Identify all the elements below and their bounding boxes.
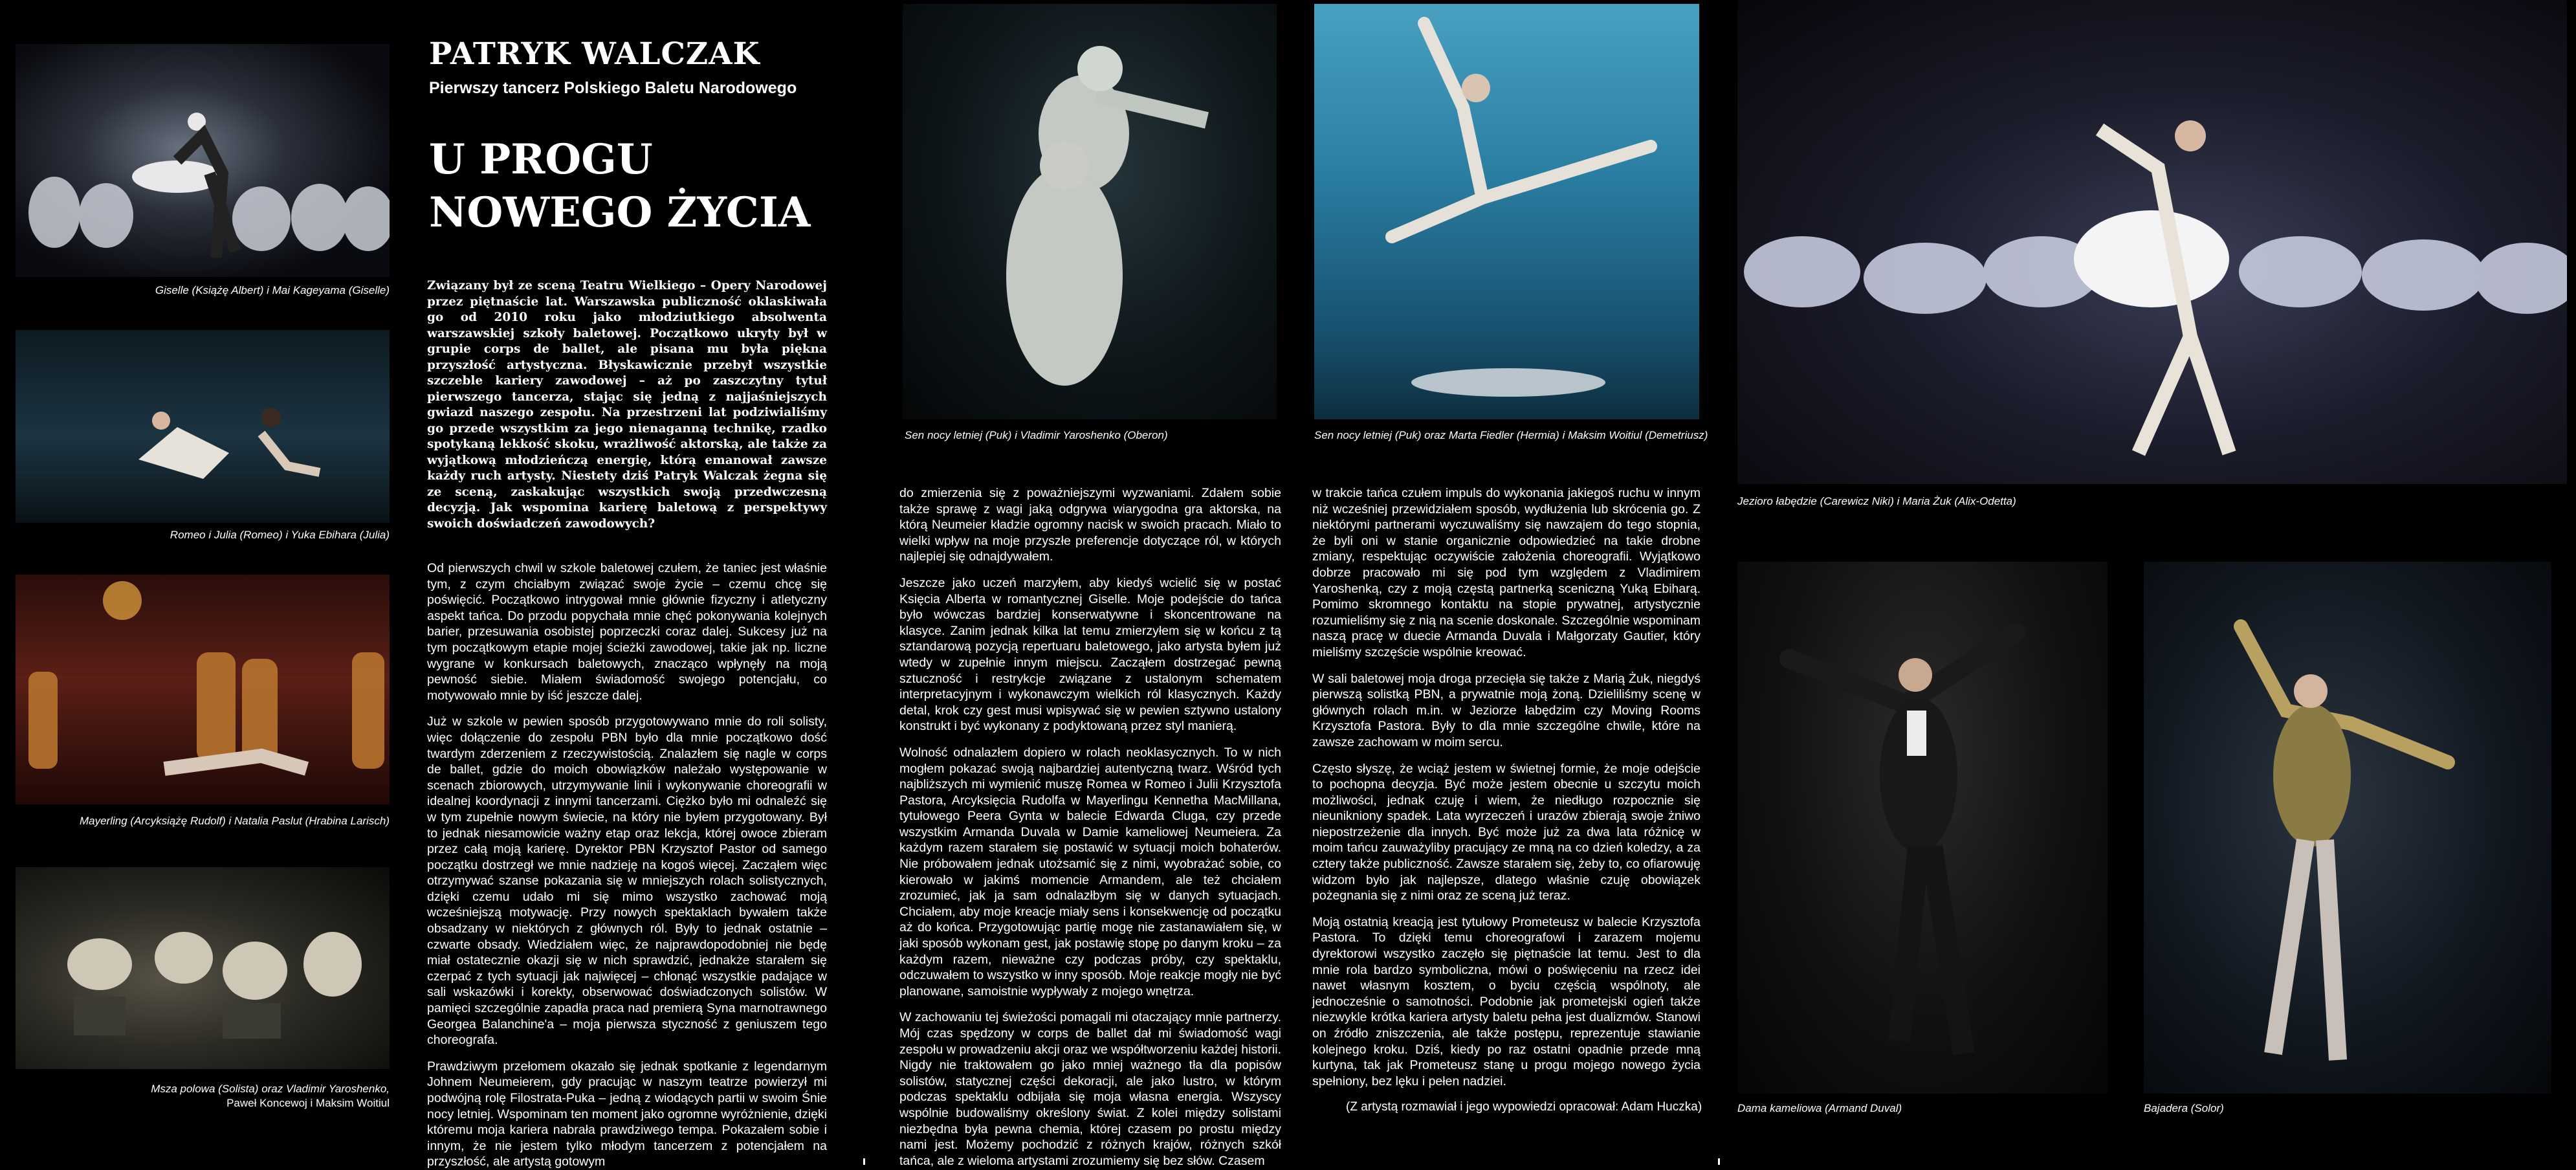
photo-dama-kameliowa — [1737, 562, 2108, 1094]
photo-sen-nocy-letniej-2 — [1314, 4, 1699, 419]
ballet-figures-graphic — [16, 44, 390, 277]
caption-dama-kameliowa: Dama kameliowa (Armand Duval) — [1737, 1102, 1902, 1114]
artist-subtitle: Pierwszy tancerz Polskiego Baletu Narodowego — [429, 79, 797, 97]
interview-credit: (Z artystą rozmawiał i jego wypowiedzi opracował: Adam Huczka) — [1346, 1100, 1702, 1114]
fold-mark — [863, 1158, 865, 1165]
swan-corps-graphic — [1737, 0, 2567, 484]
body-column-1 — [427, 560, 827, 1170]
photo-msza-polowa — [16, 867, 390, 1069]
paragraph: Jeszcze jako uczeń marzyłem, aby kiedyś wcielić się w postać Księcia Alberta w romantycznej Giselle. Moje podejście do tańca było wówczas bardziej konserwatywne i skoncentrowane na klasyce. Zanim jednak kilka lat temu zmierzyłem się w końcu z tą sztandarową pozycją repertuaru baletowego, jako artysta byłem już wtedy w zupełnie innym miejscu. Zacząłem dostrzegać pewną sztuczność i restrykcje związane z ustalonym schematem interpretacyjnym i wykonawczym wielkich ról klasycznych. Każdy detal, krok czy gest musi wpisywać się w pewien sztywno ustalony konstrukt i być wykonany z podyktowaną przez styl manierą. — [899, 575, 1281, 734]
photo-giselle — [16, 44, 390, 277]
caption-sen-nocy-letniej-2: Sen nocy letniej (Puk) oraz Marta Fiedler (Hermia) i Maksim Woitiul (Demetriusz) — [1314, 429, 1708, 441]
caption-jezioro-labedzie: Jezioro łabędzie (Carewicz Niki) i Maria Żuk (Alix-Odetta) — [1737, 495, 2016, 507]
artist-name: PATRYK WALCZAK — [429, 36, 760, 72]
title-line-1: U PROGU — [429, 135, 653, 184]
caption-giselle: Giselle (Książę Albert) i Mai Kageyama (Giselle) — [155, 284, 390, 296]
article-title — [429, 133, 882, 239]
paragraph: do zmierzenia się z poważniejszymi wyzwaniami. Zdałem sobie także sprawę z wagi jaką odgrywa wiarygodna gra aktorska, na którą Neumeier kładzie ogromny nacisk w swoich pracach. Miało to wielki wpływ na moje przyszłe preferencje dotyczące ról, w których najlepiej się odnajdywałem. — [899, 486, 1281, 564]
paragraph: Prawdziwym przełomem okazało się jednak spotkanie z legendarnym Johnem Neumeierem, gdy pracując w naszym teatrze powierzył mi podwójną rolę Filostrata-Puka – jedną z wiodących partii w swoim Śnie nocy letniej. Wspominam ten moment jako ogromne wyróżnienie, dzięki któremu moja kariera nabrała prawdziwego tempa. Pokazałem sobie i innym, że nie jestem tylko młodym tancerzem z potencjałem na przyszłość, ale artystą gotowym — [427, 1059, 827, 1169]
paragraph: Od pierwszych chwil w szkole baletowej czułem, że taniec jest właśnie tym, z czym chciałbym związać swoje życie – czemu chcę się poświęcić. Początkowo intrygował mnie głównie fizyczny i atletyczny aspekt tańca. Do przodu popychała mnie chęć pokonywania kolejnych barier, przesuwania osobistej poprzeczki coraz dalej. Sukcesy już na tym początkowym etapie mojej ścieżki zawodowej, takie jak np. liczne wygrane w konkursach baletowych, znacząco wpłynęły na moją pewność siebie. Miałem świadomość swojego potencjału, co motywowało mnie by iść jeszcze dalej. — [427, 561, 827, 703]
paragraph: Wolność odnalazłem dopiero w rolach neoklasycznych. To w nich mogłem pokazać swoją najbardziej autentyczną twarz. Wśród tych najbliższych mi wymienić muszę Romea w Romeo i Julii Krzysztofa Pastora, Arcyksięcia Rudolfa w Mayerlingu Kennetha MacMillana, tytułowego Peera Gynta w balecie Edwarda Clugа, czy przede wszystkim Armanda Duvala w Damie kameliowej Neumeiera. Za każdym razem starałem się postawić w sytuacji moich bohaterów. Nie próbowałem jednak utożsamić się z nimi, wyobrażać sobie, co kierowało w jakimś momencie Armandem, ale też chciałem zrozumieć, jak ja sam odnalazłbym się w danych sytuacjach. Chciałem, aby moje kreacje miały sens i konsekwencję od początku aż do końca. Przygotowując partię mogę nie zastanawiałem się, w jaki sposób wykonam gest, jak postawię stopę po danym kroku – za każdym razem, nieważne czy podczas próby, czy spektaklu, odczuwałem to wszystko w inny sposób. Moje reakcje mogły nie być planowane, samoistnie wypływały z mojego wnętrza. — [899, 745, 1281, 999]
photo-sen-nocy-letniej-1 — [903, 4, 1277, 419]
lead-paragraph: Związany był ze sceną Teatru Wielkiego – Opery Narodowej przez piętnaście lat. Warszawska publiczność oklaskiwała go od 2010 roku jako młodziutkiego absolwenta warszawskiej szkoły baletowej. Początkowo ukryty był w grupie corps de ballet, ale pisana mu była piękna przyszłość artystyczna. Błyskawicznie przebył wszystkie szczeble kariery zawodowej – aż po zaszczytny tytuł pierwszego tancerza, stając się jedną z najjaśniejszych gwiazd naszego zespołu. Na przestrzeni lat podziwialiśmy go przede wszystkim za jego nienaganną technikę, rzadko spotykaną lekkość skoku, wrażliwość aktorską, ale także za wyjątkową młodzieńczą energię, którą emanował zawsze każdy ruch artysty. Niestety dziś Patryk Walczak żegna się ze sceną, zaskakując wszystkich swoją przedwczesną decyzją. Jak wspomina karierę baletową z perspektywy swoich doświadczeń zawodowych? — [427, 279, 827, 531]
caption-msza-polowa: Msza polowa (Solista) oraz Vladimir Yaroshenko, Paweł Koncewoj i Maksim Woitiul — [151, 1083, 390, 1109]
photo-romeo-julia — [16, 330, 390, 523]
caption-romeo-julia: Romeo i Julia (Romeo) i Yuka Ebihara (Julia) — [170, 529, 390, 541]
caption-mayerling: Mayerling (Arcyksiążę Rudolf) i Natalia Paslut (Hrabina Larisch) — [79, 815, 390, 827]
dancers-graphic — [16, 330, 390, 523]
puk-oberon-graphic — [903, 4, 1277, 419]
paragraph: Moją ostatnią kreacją jest tytułowy Prometeusz w balecie Krzysztofa Pastora. To dzięki temu choreografowi i zarazem mojemu dyrektorowi wszystko zaczęło się piętnaście lat temu. Jest to dla mnie rola bardzo symboliczna, mówi o poświęceniu na rzecz idei nawet własnym kosztem, o byciu częścią wspólnoty, ale jednocześnie o samotności. Podobnie jak prometejski ogień także niezwykle krótka kariera artysty baletu pełna jest dualizmów. Stanowi on źródło zniszczenia, ale także postępu, reprezentuje stawianie kolejnego kroku. Dziś, kiedy po raz ostatni opadnie przede mną kurtyna, tak jak Prometeusz stanę u progu mojego nowego życia spełniony, bez lęku i pełen nadziei. — [1312, 914, 1701, 1088]
paragraph: W sali baletowej moja droga przecięła się także z Marią Żuk, niegdyś pierwszą solistką PBN, a prywatnie moją żoną. Dzieliliśmy scenę w głównych rolach m.in. w Jeziorze łabędzim czy Moving Rooms Krzysztofa Pastora. Były to dla mnie szczególne chwile, które na zawsze zachowam w moim sercu. — [1312, 671, 1701, 749]
paragraph: Już w szkole w pewien sposób przygotowywano mnie do roli solisty, więc dołączenie do zespołu PBN było dla mnie początkowo dość twardym zderzeniem z rzeczywistością. Znalazłem się nagle w corps de ballet, gdzie do moich obowiązków należało występowanie w scenach zbiorowych, utrzymywanie linii i wykonywanie choreografii w idealnej koordynacji z innymi tancerzami. Ciężko było mi odnaleźć się w tym zupełnie nowym świecie, na który nie byłem przygotowany. Był to jednak niesamowicie ważny etap oraz lekcja, której owoce zbieram przez całą moją karierę. Dyrektor PBN Krzysztof Pastor od samego początku dostrzegł we mnie nadzieję na kogoś więcej. Zacząłem więc otrzymywać szanse pokazania się w mniejszych rolach solistycznych, dzięki czemu udało mi się mimo wszystko zachować moją wcześniejszą motywację. Przy nowych spektaklach bywałem także obsadzany w niektórych z głównych ról. Były to jednak ostatnie – czwarte obsady. Wiedziałem więc, że najprawdopodobniej nie będę miał ostatecznie okazji się w nich sprawdzić, jednakże starałem się czerpać z tych sytuacji jak najwięcej – chłonąć wszystkie padające w sali wskazówki i korekty, obserwować doświadczonych solistów. W pamięci szczególnie zapadła praca nad premierą Syna marnotrawnego Georgea Balanchine'a – moja pierwsza styczność z geniuszem tego choreografa. — [427, 714, 827, 1048]
body-column-3 — [1312, 485, 1701, 1099]
caption-sen-nocy-letniej-1: Sen nocy letniej (Puk) i Vladimir Yaroshenko (Oberon) — [905, 429, 1168, 441]
paragraph: W zachowaniu tej świeżości pomagali mi otaczający mnie partnerzy. Mój czas spędzony w corps de ballet dał mi świadomość wagi zespołu w prowadzeniu akcji oraz we współtworzeniu każdej historii. Nigdy nie traktowałem go jako mniej ważnego tła dla popisów solistów, statycznej części dekoracji, ale jako lustro, w którym podczas spektaklu odbijała się moja własna energia. Wszyscy wspólnie budowaliśmy określony świat. Z kolei między solistami niezbędna była pewna chemia, której czasem po prostu między nami jest. Możemy pochodzić z różnych krajów, różnych szkół tańca, ale z wieloma artystami zrozumiemy się bez słów. Czasem — [899, 1010, 1281, 1168]
stage-set-graphic — [16, 575, 390, 804]
body-column-2 — [899, 485, 1281, 1169]
title-line-2: NOWEGO ŻYCIA — [429, 188, 811, 237]
paragraph: w trakcie tańca czułem impuls do wykonania jakiegoś ruchu w innym niż wcześniej przewidziałem sposób, wydłużenia lub skrócenia go. Z niektórymi partnerami wyczuwaliśmy się nawzajem do tego stopnia, że byli oni w stanie organicznie odpowiedzieć na takie drobne zmiany, respektując oczywiście założenia choreografii. Wyjątkowo dobrze pracowało mi się pod tym względem z Vladimirem Yaroshenką, czy z moją częstą partnerką sceniczną Yuką Ebiharą. Pomimo skromnego kontaktu na stopie prywatnej, artystycznie rozumieliśmy się z nią na scenie doskonale. Szczególnie wspominam naszą pracę w duecie Armanda Duvala i Małgorzaty Gautier, który mieliśmy szczęście wspólnie kreować. — [1312, 486, 1701, 659]
paragraph: Często słyszę, że wciąż jestem w świetnej formie, że moje odejście to pochopna decyzja. Być może jestem obecnie u szczytu moich możliwości, jednak czuję i wiem, że niedługo rozpocznie się nieunikniony spadek. Lata wyrzeczeń i urazów zbierają swoje żniwo niepostrzeżenie dla innych. Być może już za dwa lata różnicę w moim tańcu zauważyliby pracujący ze mną na co dzień koledzy, a za cztery także publiczność. Zawsze starałem się, żeby to, co ofiarowuję widzom było jak najlepsze, dlatego właśnie czuję obowiązek pożegnania się z nimi oraz ze sceną już teraz. — [1312, 761, 1701, 903]
caption-bajadera: Bajadera (Solor) — [2144, 1102, 2224, 1114]
armand-graphic — [1737, 562, 2108, 1094]
photo-jezioro-labedzie — [1737, 0, 2567, 484]
photo-mayerling — [16, 575, 390, 804]
leap-graphic — [1314, 4, 1699, 419]
solor-graphic — [2144, 562, 2551, 1094]
fold-mark — [1718, 1158, 1720, 1165]
group-dancers-graphic — [16, 867, 390, 1069]
photo-bajadera — [2144, 562, 2551, 1094]
